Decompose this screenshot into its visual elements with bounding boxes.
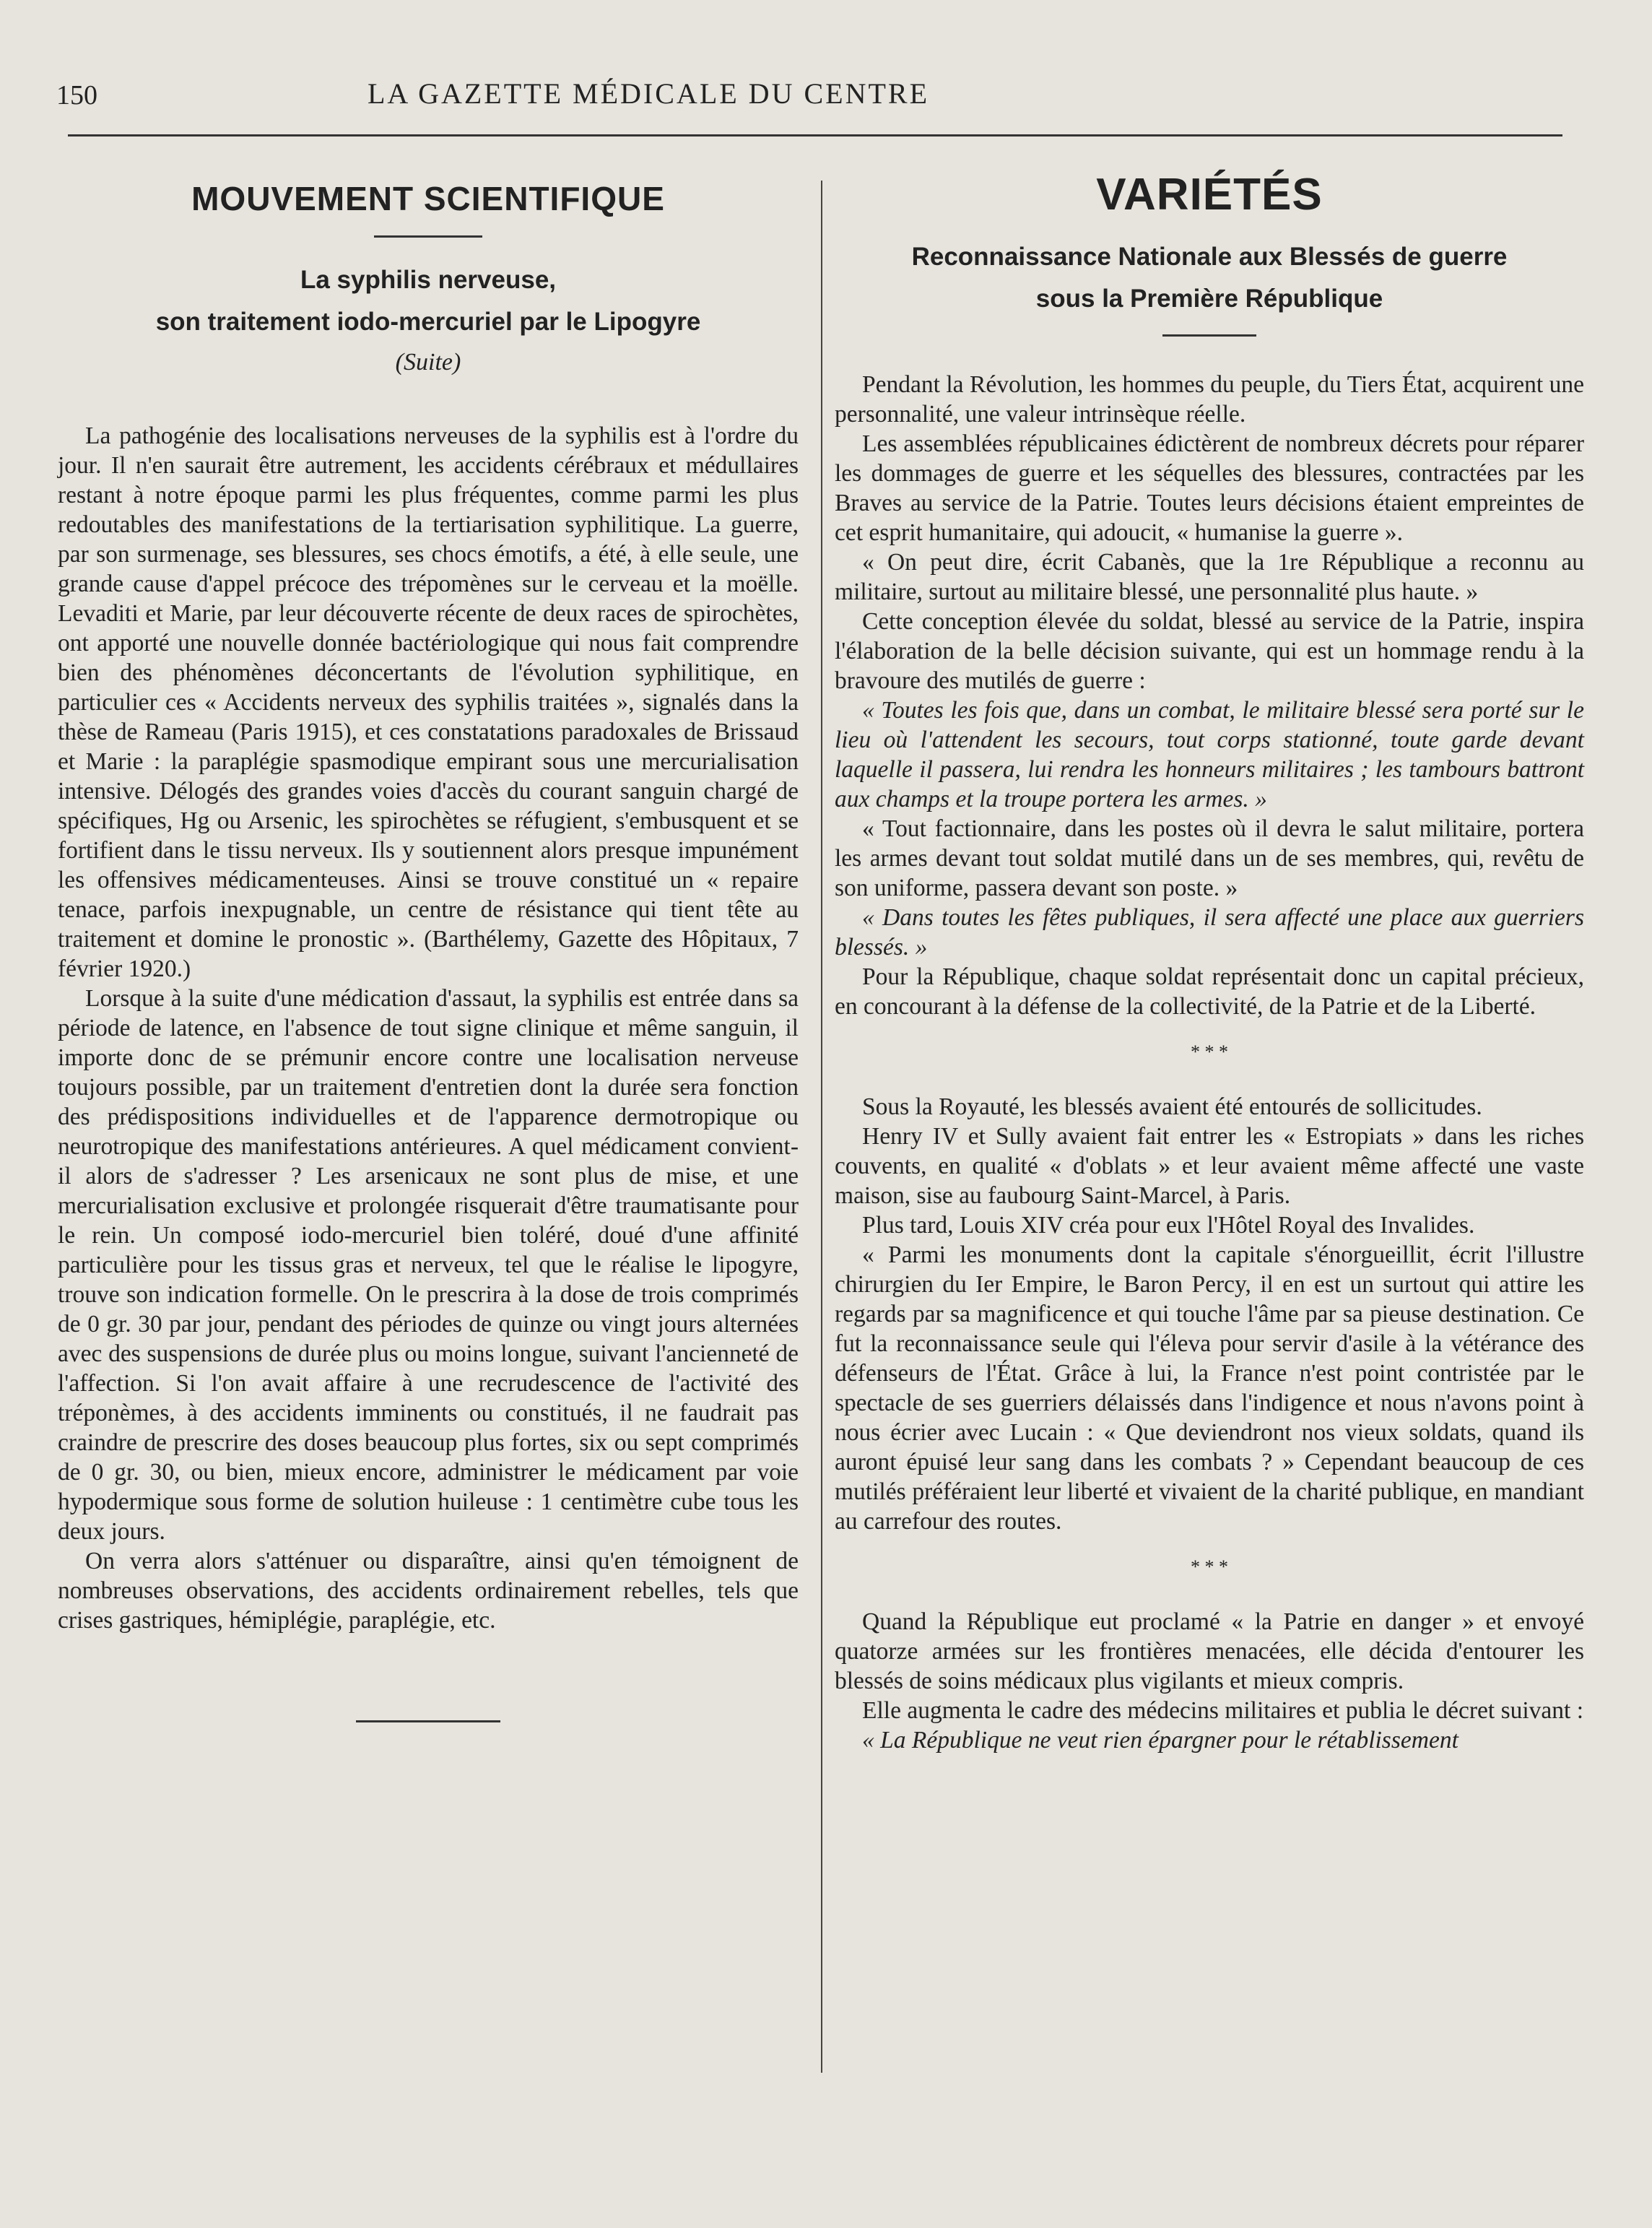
paragraph: Lorsque à la suite d'une médication d'assaut, la syphilis est entrée dans sa période de latence, en l'absence de tout signe clinique et même sanguin, il importe donc de se prémunir encore contre une localisation nerveuse toujours possible, par un traitement d'entretien dont la durée sera fonction des prédispositions individuelles et de l'apparence dermotropique ou neurotropique des manifestations antérieures. A quel médicament convient-il alors de s'adresser ? Les arsenicaux ne sont plus de mise, et une mercurialisation exclusive et prolongée risquerait d'être traumatisante pour le rein. Un composé iodo-mercuriel bien toléré, doué d'une affinité particulière pour les tissus gras et nerveux, tel que le réalise le lipogyre, trouve son indication formelle. On le prescrira à la dose de trois comprimés de 0 gr. 30 par jour, pendant des périodes de quinze ou vingt jours alternées avec des suspensions de durée plus ou moins longue, suivant l'ancienneté de l'affection. Si l'on avait affaire à une recrudescence de l'activité des tréponèmes, à des accidents imminents ou constitués, il ne faudrait pas craindre de prescrire des doses beaucoup plus fortes, six ou sept comprimés de 0 gr. 30, ou bien, mieux encore, administrer le médicament par voie hypodermique sous forme de solution huileuse : 1 centimètre cube tous les deux jours. <box>58 985 799 1545</box>
article-title-line: sous la Première République <box>1035 285 1383 313</box>
paragraph: Les assemblées républicaines édictèrent de nombreux décrets pour réparer les dommages de guerre et les séquelles des blessures, contractées par les Braves au service de la Patrie. Toutes leurs décisions étaient empreintes de cet esprit humanitaire, qui adoucit, « humanise la guerre ». <box>835 430 1584 546</box>
section-rule <box>374 235 482 238</box>
left-column <box>58 166 799 1722</box>
asterism-separator <box>835 1041 1584 1062</box>
page-header <box>56 66 1565 117</box>
paragraph: On verra alors s'atténuer ou disparaître, ainsi qu'en témoignent de nombreuses observations, des accidents ordinairement rebelles, tels que crises gastriques, hémiplégie, paraplégie, etc. <box>58 1548 799 1634</box>
article-title-right <box>835 236 1584 320</box>
article-title-left <box>58 259 799 343</box>
section-rule <box>1162 334 1256 337</box>
asterism: * * * <box>1191 1041 1228 1062</box>
paragraph: « Parmi les monuments dont la capitale s'énorgueillit, écrit l'illustre chirurgien du Ier Empire, le Baron Percy, il en est un surtout qui attire les regards par sa magnificence et qui touche l'âme par sa pieuse destination. Ce fut la reconnaissance seule qui l'éleva pour servir d'asile à la vétérance des défenseurs de l'État. Grâce à lui, la France n'est point contristée par le spectacle de ses guerriers délaissés dans l'indigence et nous n'avons point à nous écrier avec Lucain : « Que deviendront nos vieux soldats, quand ils auront épuisé leur sang dans les combats ? » Cependant beaucoup de ces mutilés préféraient leur liberté et vivaient de la charité publique, en mandiant au carrefour des routes. <box>835 1241 1584 1535</box>
column-divider <box>821 181 822 2073</box>
header-rule <box>68 134 1562 136</box>
running-title: LA GAZETTE MÉDICALE DU CENTRE <box>367 77 929 110</box>
paragraph: Henry IV et Sully avaient fait entrer les « Estropiats » dans les riches couvents, en qualité « d'oblats » et leur avaient même affecté une vaste maison, sise au faubourg Saint-Marcel, à Paris. <box>835 1123 1584 1209</box>
paragraph: Pour la République, chaque soldat représentait donc un capital précieux, en concourant à la défense de la collectivité, de la Patrie et de la Liberté. <box>835 963 1584 1020</box>
quote-paragraph: « Toutes les fois que, dans un combat, le militaire blessé sera porté sur le lieu où l'attendent les secours, tout corps stationné, toute garde devant laquelle il passera, lui rendra les honneurs militaires ; les tambours battront aux champs et la troupe portera les armes. » <box>835 697 1584 812</box>
right-column <box>835 166 1584 1755</box>
asterism: * * * <box>1191 1556 1228 1577</box>
quote-paragraph: « La République ne veut rien épargner pour le rétablissement <box>862 1727 1458 1754</box>
page-number: 150 <box>56 80 97 110</box>
paragraph: Quand la République eut proclamé « la Patrie en danger » et envoyé quatorze armées sur les frontières menacées, elle décida d'entourer les blessés de soins médicaux plus vigilants et mieux compris. <box>835 1608 1584 1694</box>
quote-paragraph: « Tout factionnaire, dans les postes où il devra le salut militaire, portera les armes devant tout soldat mutilé dans un de ses membres, qui, revêtu de son uniforme, passera devant son poste. » <box>835 815 1584 901</box>
article-title-line: Reconnaissance Nationale aux Blessés de guerre <box>911 243 1508 271</box>
asterism-separator <box>835 1556 1584 1577</box>
article-body-right <box>835 370 1584 1755</box>
paragraph: La pathogénie des localisations nerveuses de la syphilis est à l'ordre du jour. Il n'en saurait être autrement, les accidents cérébraux et médullaires restant à notre époque parmi les plus fréquentes, comme parmi les plus redoutables des manifestations de la tertiarisation syphilitique. La guerre, par son surmenage, ses blessures, ses chocs émotifs, a été, à elle seule, une grande cause d'appel précoce des trépomènes sur le cerveau et la moëlle. Levaditi et Marie, par leur découverte récente de deux races de spirochètes, ont apporté une nouvelle donnée bactériologique qui nous fait comprendre bien des phénomènes déconcertants de l'évolution syphilitique, en particulier ces « Accidents nerveux des syphilis traitées », signalés dans la thèse de Rameau (Paris 1915), et ces constatations paradoxales de Brissaud et Marie : la paraplégie spasmodique empirant sous une mercurialisation intensive. Délogés des grandes voies d'accès du courant sanguin chargé de spécifiques, Hg ou Arsenic, les spirochètes se réfugient, s'embusquent et se fortifient dans le tissu nerveux. Ils y soutiennent alors presque impunément les offensives médicamenteuses. Ainsi se trouve constitué un « repaire tenace, parfois inexpugnable, un centre de résistance qui tient tête au traitement et domine le pronostic ». (Barthélemy, Gazette des Hôpitaux, 7 février 1920.) <box>58 422 799 982</box>
end-rule <box>356 1720 500 1722</box>
paragraph: Pendant la Révolution, les hommes du peuple, du Tiers État, acquirent une personnalité, une valeur intrinsèque réelle. <box>835 371 1584 428</box>
section-title-right: VARIÉTÉS <box>1096 170 1323 220</box>
quote-paragraph: « Dans toutes les fêtes publiques, il sera affecté une place aux guerriers blessés. » <box>835 904 1584 961</box>
article-subtitle: (Suite) <box>395 349 461 376</box>
section-title-left: MOUVEMENT SCIENTIFIQUE <box>191 180 665 217</box>
paragraph: Elle augmenta le cadre des médecins militaires et publia le décret suivant : <box>862 1697 1584 1724</box>
paragraph: « On peut dire, écrit Cabanès, que la 1re République a reconnu au militaire, surtout au militaire blessé, une personnalité plus haute. » <box>835 549 1584 605</box>
paragraph: Sous la Royauté, les blessés avaient été entourés de sollicitudes. <box>862 1093 1482 1120</box>
paragraph: Cette conception élevée du soldat, blessé au service de la Patrie, inspira l'élaboration de la belle décision suivante, qui est un hommage rendu à la bravoure des mutilés de guerre : <box>835 608 1584 694</box>
article-title-line: La syphilis nerveuse, <box>300 266 557 294</box>
article-title-line: son traitement iodo-mercuriel par le Lipogyre <box>155 308 701 336</box>
article-body-left <box>58 421 799 1635</box>
paragraph: Plus tard, Louis XIV créa pour eux l'Hôtel Royal des Invalides. <box>862 1212 1475 1239</box>
